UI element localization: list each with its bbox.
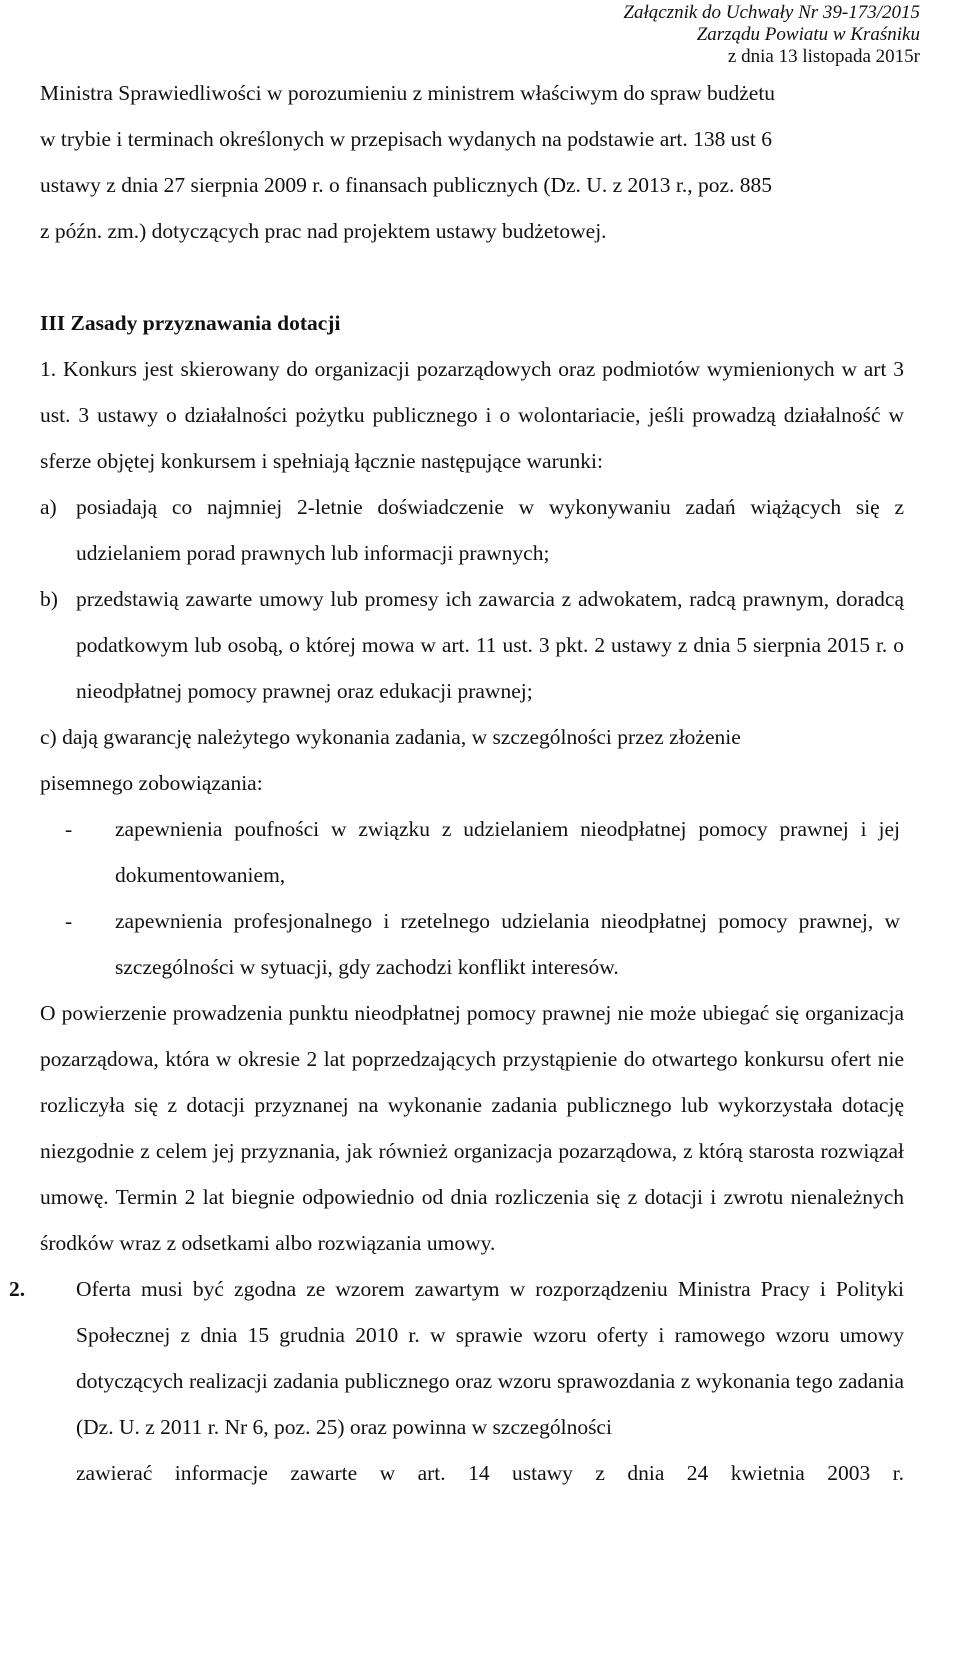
point-2-number: 2. [9, 1277, 26, 1301]
exclusion-paragraph: O powierzenie prowadzenia punktu nieodpłatnej pomocy prawnej nie może ubiegać się organizacja pozarządowa, która w okresie 2 lat poprzedzających przystąpienie do otwartego konkursu ofert nie rozliczyła się z dotacji przyznanej na wykonanie zadania publicznego lub wykorzystała dotację niezgodnie z celem jej przyznania, jak również organizacja pozarządowa, z którą starosta rozwiązał umowę. Termin 2 lat biegnie odpowiednio od dnia rozliczenia się z dotacji i zwrotu nienależnych środków wraz z odsetkami albo rozwiązania umowy. [40, 1001, 904, 1255]
spacer [40, 254, 904, 300]
condition-text: przedstawią zawarte umowy lub promesy ich zawarcia z adwokatem, radcą prawnym, doradcą podatkowym lub osobą, o której mowa w art. 11 ust. 3 pkt. 2 ustawy z dnia 5 sierpnia 2015 r. o nieodpłatnej pomocy prawnej oraz edukacji prawnej; [76, 587, 904, 703]
point-1-number: 1. [40, 357, 57, 381]
intro-line: w trybie i terminach określonych w przepisach wydanych na podstawie art. 138 ust 6 [40, 127, 772, 151]
point-2-text: Oferta musi być zgodna ze wzorem zawartym w rozporządzeniu Ministra Pracy i Polityki Społecznej z dnia 15 grudnia 2010 r. w sprawie wzoru oferty i ramowego wzoru umowy dotyczących realizacji zadania publicznego oraz wzoru sprawozdania z wykonania tego zadania (Dz. U. z 2011 r. Nr 6, poz. 25) oraz powinna w szczególności [76, 1277, 904, 1439]
condition-a [40, 484, 904, 576]
document-body [9, 70, 904, 1496]
header-resolution-line: Załącznik do Uchwały Nr 39-173/2015 [623, 2, 920, 23]
point-2-last-line: zawierać informacje zawarte w art. 14 ustawy z dnia 24 kwietnia 2003 r. [76, 1461, 904, 1485]
condition-text: posiadają co najmniej 2-letnie doświadczenie w wykonywaniu zadań wiążących się z udzielaniem porad prawnych lub informacji prawnych; [76, 495, 904, 565]
obligation-item [40, 806, 900, 898]
condition-b [40, 576, 904, 714]
dash-marker: - [65, 909, 73, 933]
condition-marker: b) [40, 587, 58, 611]
condition-marker: a) [40, 495, 57, 519]
condition-text: dają gwarancję należytego wykonania zadania, w szczególności przez złożenie [62, 725, 741, 749]
intro-line: ustawy z dnia 27 sierpnia 2009 r. o finansach publicznych (Dz. U. z 2013 r., poz. 885 [40, 173, 773, 197]
attachment-header [623, 2, 920, 68]
section-heading: III Zasady przyznawania dotacji [40, 311, 341, 335]
point-1-paragraph [40, 346, 904, 484]
intro-line: Ministra Sprawiedliwości w porozumieniu z ministrem właściwym do spraw budżetu [40, 81, 776, 105]
dash-marker: - [65, 817, 73, 841]
condition-c-continuation: pisemnego zobowiązania: [40, 771, 263, 795]
point-1-text: Konkurs jest skierowany do organizacji pozarządowych oraz podmiotów wymienionych w art 3 ust. 3 ustawy o działalności pożytku publicznego i o wolontariacie, jeśli prowadzą działalność w sferze objętej konkursem i spełniają łącznie następujące warunki: [40, 357, 904, 473]
intro-line: z późn. zm.) dotyczących prac nad projektem ustawy budżetowej. [40, 219, 607, 243]
header-date-line: z dnia 13 listopada 2015r [727, 46, 920, 67]
condition-c [40, 714, 904, 760]
obligation-item [40, 898, 900, 990]
point-2-paragraph [9, 1266, 904, 1496]
header-board-line: Zarządu Powiatu w Kraśniku [696, 24, 920, 45]
obligation-text: zapewnienia profesjonalnego i rzetelnego udzielania nieodpłatnej pomocy prawnej, w szczególności w sytuacji, gdy zachodzi konflikt interesów. [115, 909, 900, 979]
condition-marker: c) [40, 725, 57, 749]
obligation-text: zapewnienia poufności w związku z udzielaniem nieodpłatnej pomocy prawnej i jej dokumentowaniem, [115, 817, 900, 887]
